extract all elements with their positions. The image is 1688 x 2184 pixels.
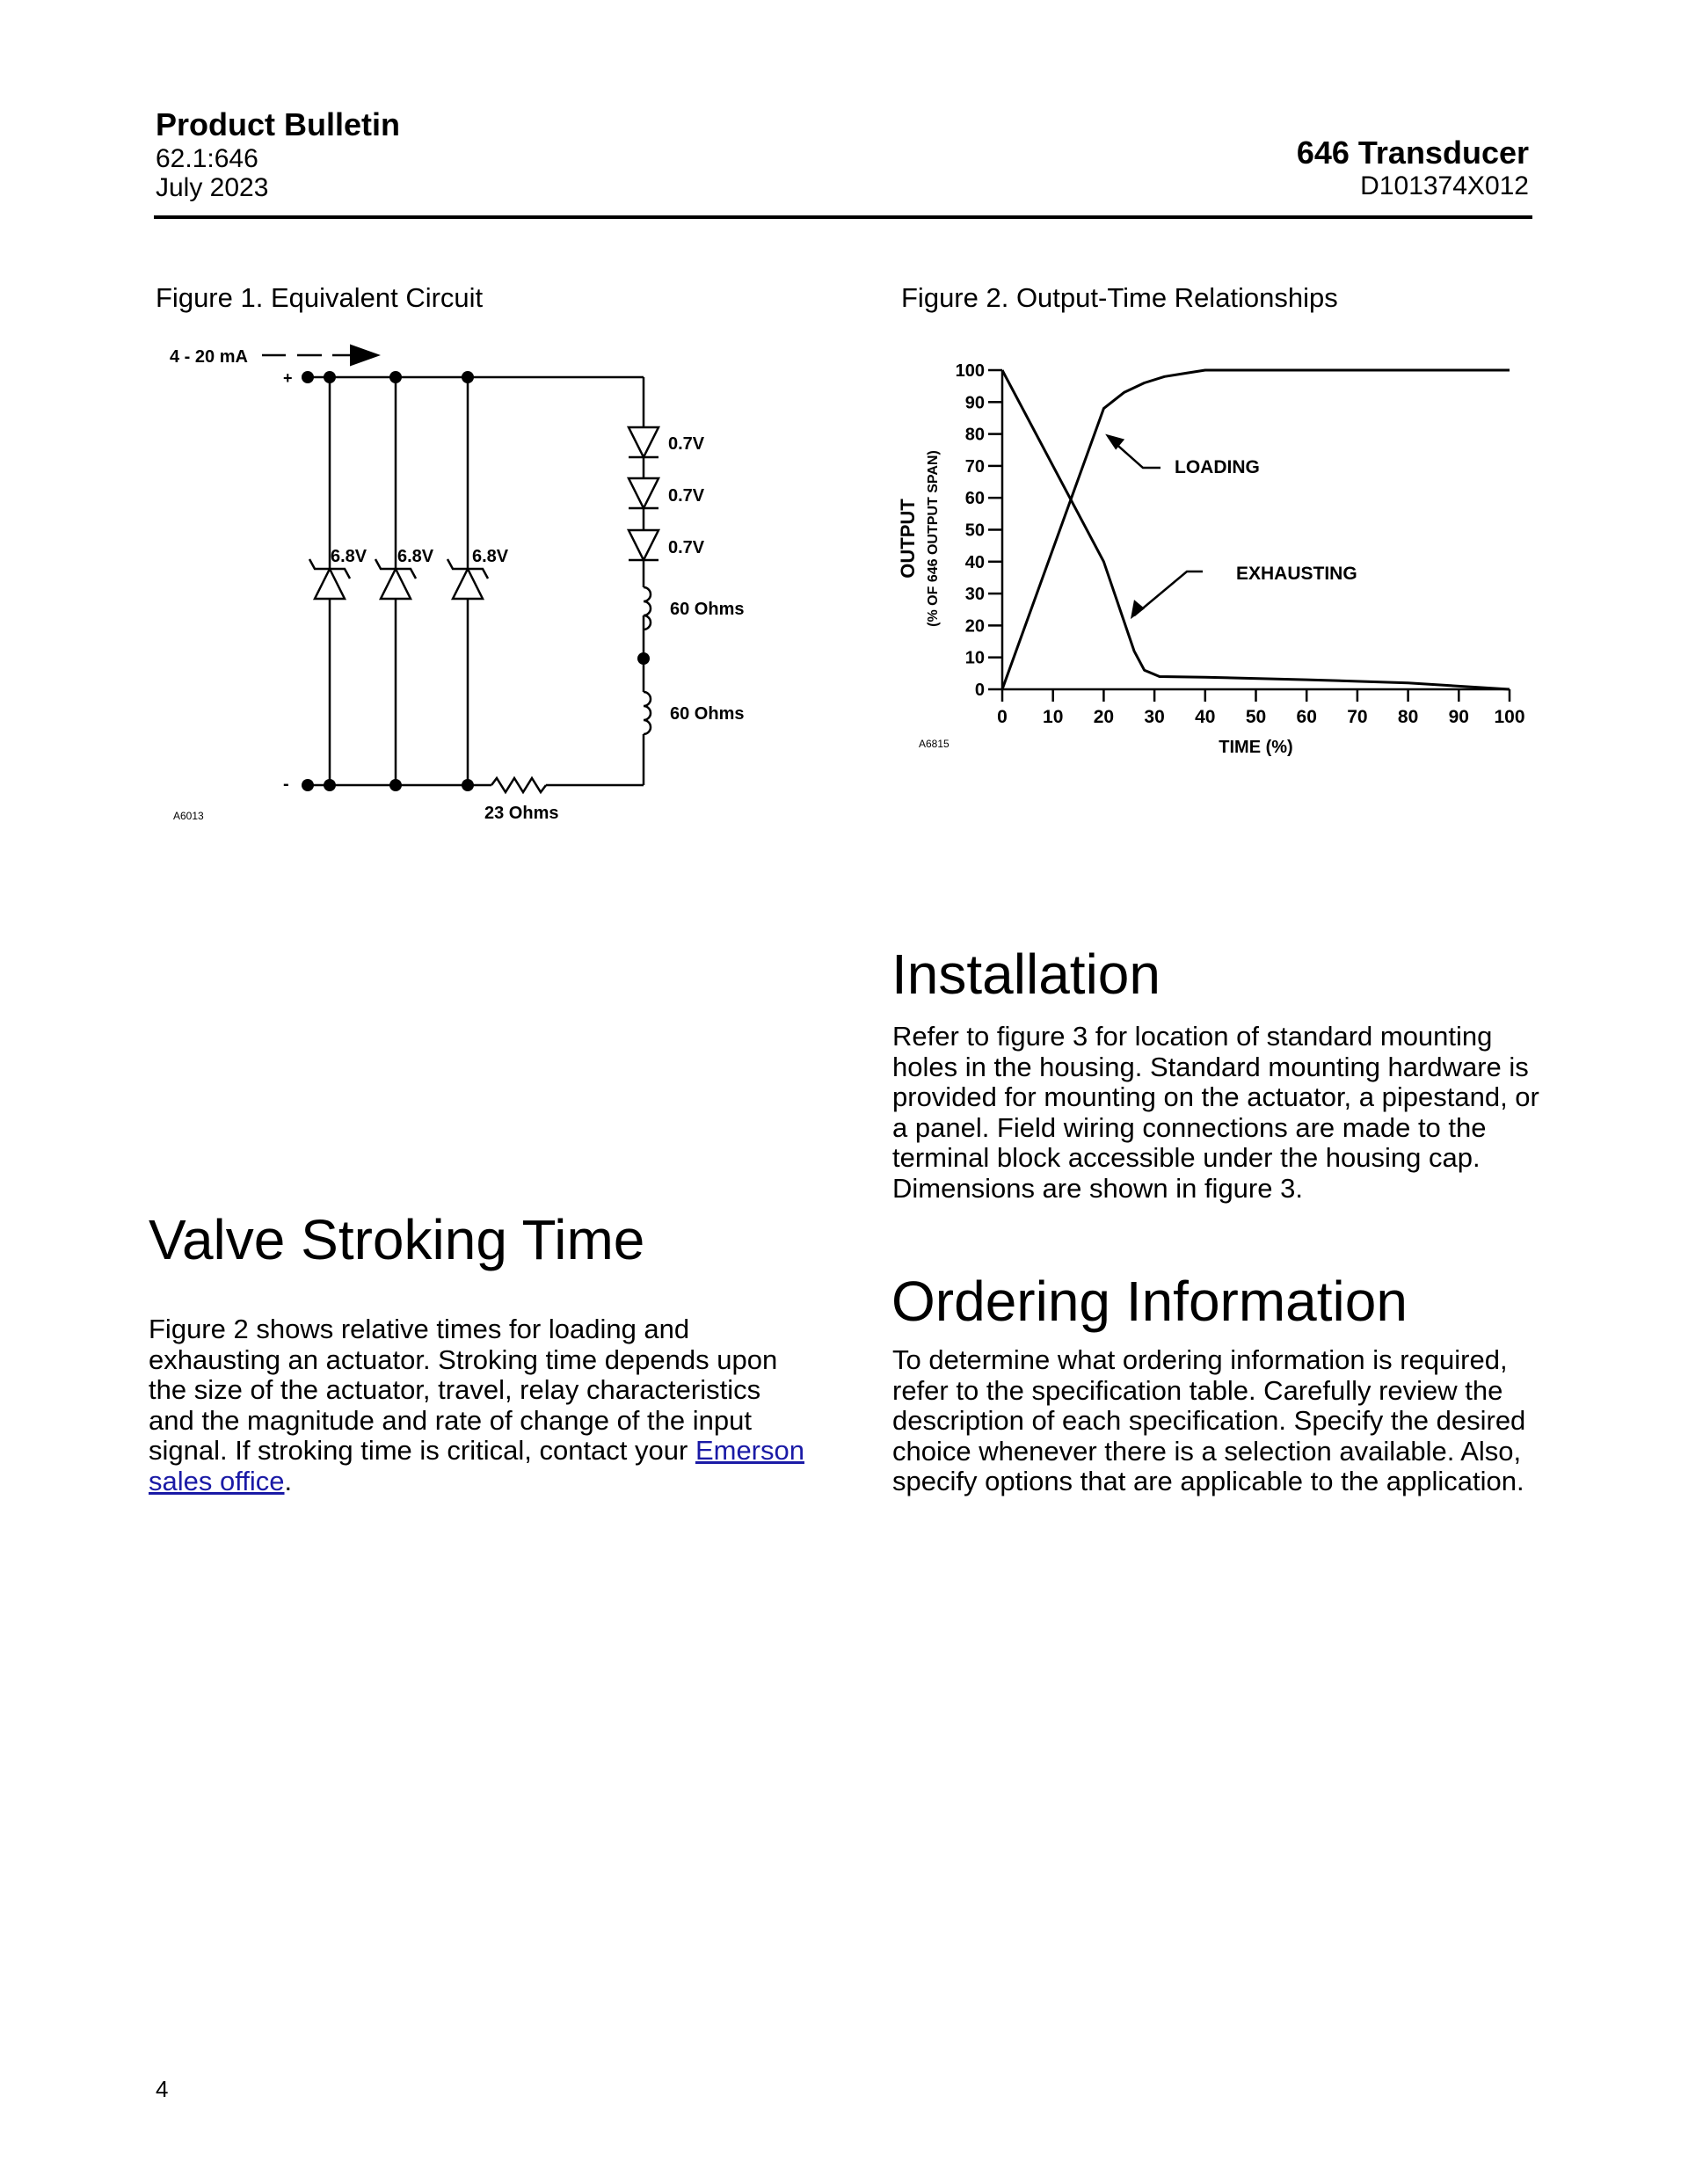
- minus-terminal-label: -: [283, 775, 289, 794]
- valve-stroking-heading: Valve Stroking Time: [149, 1208, 645, 1271]
- valve-stroking-line: exhausting an actuator. Stroking time depends upon: [149, 1343, 778, 1375]
- zener-branch-2: [375, 377, 416, 785]
- x-tick-label: 20: [1093, 707, 1115, 727]
- y-tick-label: 0: [974, 681, 985, 700]
- doc-date: July 2023: [156, 173, 269, 202]
- plus-terminal-label: +: [283, 369, 293, 387]
- zener-label-3: 6.8V: [472, 547, 509, 566]
- y-tick-label: 60: [964, 489, 985, 509]
- inductor-label-2: 60 Ohms: [670, 704, 745, 724]
- x-axis-label: TIME (%): [1219, 738, 1293, 757]
- x-tick-label: 50: [1245, 707, 1267, 727]
- header-rule: [154, 215, 1532, 219]
- x-tick-label: 90: [1448, 707, 1469, 727]
- ordering-heading: Ordering Information: [891, 1270, 1408, 1333]
- installation-line: holes in the housing. Standard mounting hardware is: [892, 1051, 1529, 1082]
- diode-label-2: 0.7V: [668, 486, 705, 506]
- product-title: 646 Transducer: [1296, 135, 1529, 171]
- loading-annotation: LOADING: [1175, 457, 1260, 477]
- installation-line: provided for mounting on the actuator, a pipestand, or: [892, 1081, 1539, 1112]
- y-tick-label: 100: [955, 361, 985, 381]
- valve-stroking-line-text: signal. If stroking time is critical, contact your: [149, 1435, 695, 1466]
- y-tick-label: 10: [964, 648, 985, 668]
- zener-label-2: 6.8V: [397, 547, 434, 566]
- exhausting-arrowhead: [1131, 600, 1145, 619]
- diode-label-3: 0.7V: [668, 538, 705, 557]
- valve-stroking-line: and the magnitude and rate of change of the input: [149, 1404, 752, 1436]
- emerson-sales-office-link[interactable]: Emerson: [695, 1435, 804, 1466]
- installation-paragraph: [892, 1022, 1539, 1204]
- ordering-line: choice whenever there is a selection available. Also,: [892, 1435, 1522, 1467]
- diode-label-1: 0.7V: [668, 434, 705, 454]
- part-number: D101374X012: [1360, 171, 1529, 200]
- y-tick-label: 70: [964, 456, 985, 477]
- x-tick-label: 60: [1296, 707, 1317, 727]
- y-tick-label: 50: [964, 521, 985, 541]
- valve-stroking-line: [149, 1436, 804, 1467]
- figure1-caption: Figure 1. Equivalent Circuit: [156, 282, 484, 313]
- equivalent-circuit-diagram: [149, 330, 800, 840]
- valve-stroking-line: the size of the actuator, travel, relay characteristics: [149, 1374, 761, 1405]
- figure2-code: A6815: [919, 738, 950, 750]
- resistor-symbol: [491, 778, 546, 792]
- y-axis-sublabel: (% OF 646 OUTPUT SPAN): [926, 450, 941, 627]
- installation-line: a panel. Field wiring connections are made to the: [892, 1111, 1487, 1143]
- y-tick-label: 90: [964, 393, 985, 413]
- zener-branch-1: [309, 377, 350, 785]
- bulletin-title: Product Bulletin: [156, 106, 400, 142]
- figure2-caption: Figure 2. Output-Time Relationships: [901, 282, 1338, 313]
- x-tick-label: 80: [1397, 707, 1419, 727]
- ordering-line: To determine what ordering information is required,: [892, 1344, 1508, 1375]
- y-axis-label: OUTPUT: [897, 499, 919, 579]
- figure1-code: A6013: [173, 810, 204, 822]
- diode-inductor-branch: [629, 377, 658, 785]
- x-tick-label: 40: [1195, 707, 1216, 727]
- installation-line: Dimensions are shown in figure 3.: [892, 1172, 1303, 1204]
- installation-heading: Installation: [891, 943, 1160, 1006]
- series-line-loading: [1002, 370, 1510, 689]
- resistor-label: 23 Ohms: [484, 804, 559, 823]
- exhausting-leader: [1134, 571, 1203, 615]
- x-tick-label: 30: [1144, 707, 1165, 727]
- x-tick-label: 0: [997, 707, 1008, 727]
- doc-number: 62.1:646: [156, 144, 258, 173]
- emerson-sales-office-link[interactable]: sales office: [149, 1465, 285, 1496]
- valve-stroking-paragraph: [149, 1314, 804, 1496]
- minus-terminal-dot: [302, 779, 314, 791]
- output-time-chart: [888, 343, 1556, 774]
- y-tick-label: 30: [964, 585, 985, 605]
- valve-stroking-line: [149, 1467, 804, 1497]
- ordering-paragraph: [892, 1345, 1525, 1497]
- exhausting-annotation: EXHAUSTING: [1236, 564, 1357, 584]
- end-punctuation: .: [284, 1465, 293, 1496]
- x-tick-label: 10: [1043, 707, 1064, 727]
- y-tick-label: 20: [964, 616, 985, 637]
- page-number: 4: [156, 2076, 169, 2102]
- ordering-line: description of each specification. Specify the desired: [892, 1405, 1526, 1436]
- ordering-line: specify options that are applicable to the application.: [892, 1466, 1524, 1496]
- y-tick-label: 40: [964, 552, 985, 572]
- installation-line: Refer to figure 3 for location of standard mounting: [892, 1021, 1493, 1052]
- x-tick-label: 100: [1494, 707, 1525, 727]
- y-tick-label: 80: [964, 425, 985, 445]
- series-line-exhausting: [1002, 370, 1510, 689]
- input-current-label: 4 - 20 mA: [170, 347, 248, 367]
- installation-line: terminal block accessible under the housing cap.: [892, 1142, 1481, 1173]
- ordering-line: refer to the specification table. Carefully review the: [892, 1374, 1503, 1406]
- zener-label-1: 6.8V: [331, 547, 367, 566]
- valve-stroking-line: Figure 2 shows relative times for loading and: [149, 1314, 690, 1344]
- x-tick-label: 70: [1347, 707, 1368, 727]
- loading-arrowhead: [1105, 434, 1124, 450]
- plus-terminal-dot: [302, 371, 314, 383]
- zener-branch-3: [447, 377, 488, 785]
- inductor-label-1: 60 Ohms: [670, 600, 745, 619]
